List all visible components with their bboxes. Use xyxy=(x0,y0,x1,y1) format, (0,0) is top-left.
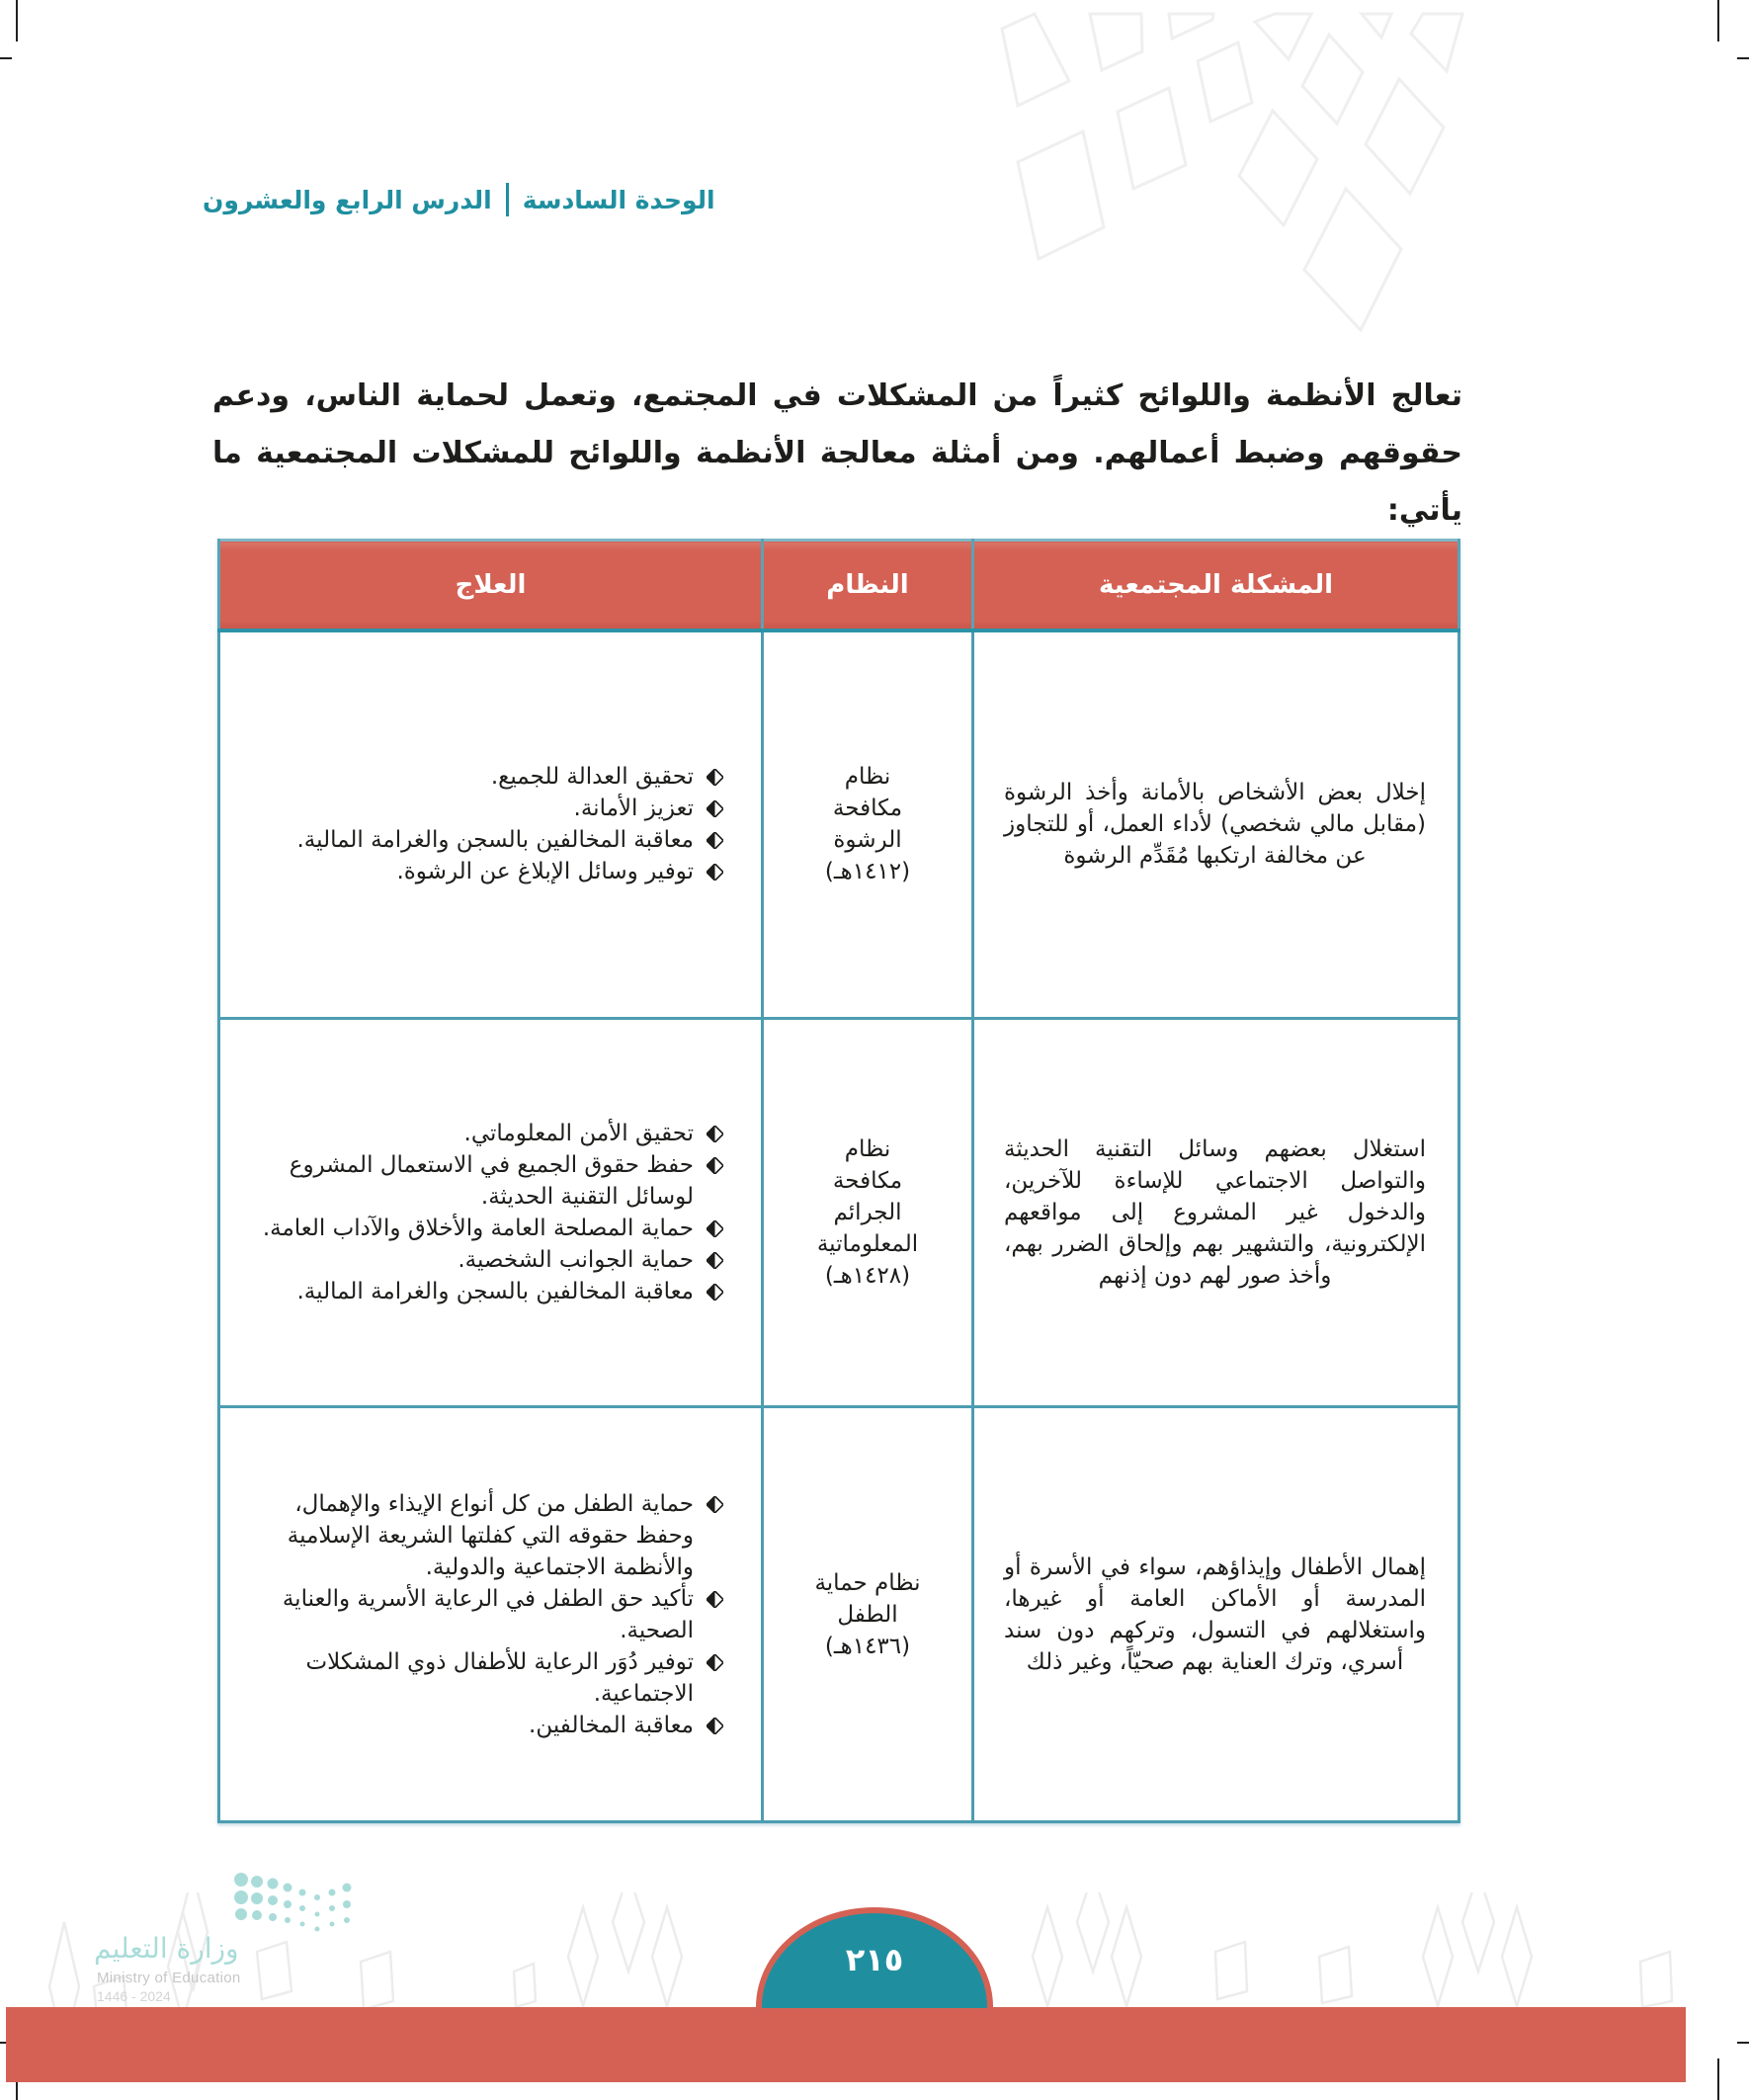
diamond-bullet-icon xyxy=(707,864,723,881)
remedy-item: حماية المصلحة العامة والأخلاق والآداب العامة. xyxy=(240,1213,723,1244)
remedy-list xyxy=(220,1488,761,1741)
table-row xyxy=(219,1019,1459,1407)
header-system: النظام xyxy=(763,541,973,630)
diamond-bullet-icon xyxy=(707,800,723,817)
crop-mark xyxy=(0,57,12,59)
remedy-item: معاقبة المخالفين بالسجن والغرامة المالية. xyxy=(240,824,723,856)
problem-text: إهمال الأطفال وإيذاؤهم، سواء في الأسرة أو المدرسة أو الأماكن العامة أو غيرها، واستغلالهم في التسول، وتركهم دون سند أسري، وترك العناية بهم صحيّاً، وغير ذلك xyxy=(1004,1554,1426,1675)
intro-paragraph: تعالج الأنظمة واللوائح كثيراً من المشكلات في المجتمع، وتعمل لحماية الناس، ودعم حقوقهم وضبط أعمالهم. ومن أمثلة معالجة الأنظمة واللوائح للمشكلات المجتمعية ما يأتي: xyxy=(212,378,1462,528)
ministry-name-arabic: وزارة التعليم xyxy=(94,1932,239,1965)
system-cell xyxy=(763,630,973,1019)
system-line: الطفل xyxy=(837,1601,898,1628)
crop-mark xyxy=(1717,2058,1719,2100)
remedy-cell xyxy=(219,1407,763,1822)
system-name xyxy=(764,1567,971,1662)
remedy-item: توفير دُوَر الرعاية للأطفال ذوي المشكلات الاجتماعية. xyxy=(240,1646,723,1710)
remedy-item: تأكيد حق الطفل في الرعاية الأسرية والعناية الصحية. xyxy=(240,1583,723,1646)
table-row xyxy=(219,1407,1459,1822)
remedy-item: معاقبة المخالفين. xyxy=(240,1710,723,1741)
ministry-name-english: Ministry of Education xyxy=(97,1970,241,1986)
system-line: نظام حماية xyxy=(814,1569,921,1596)
problem-cell xyxy=(973,630,1459,1019)
diamond-bullet-icon xyxy=(707,832,723,849)
page-number-badge xyxy=(756,1907,993,2008)
system-line: نظام xyxy=(844,764,891,791)
diamond-bullet-icon xyxy=(707,1654,723,1671)
system-cell xyxy=(763,1019,973,1407)
system-year: (١٤١٢هـ) xyxy=(824,859,911,885)
lesson-title: الدرس الرابع والعشرون xyxy=(203,185,492,214)
ministry-year: 2024 - 1446 xyxy=(97,1988,171,2004)
diamond-bullet-icon xyxy=(707,1157,723,1174)
page-number: ٢١٥ xyxy=(845,1941,904,1978)
problem-text: استغلال بعضهم وسائل التقنية الحديثة والتواصل الاجتماعي للإساءة للآخرين، والدخول غير المشروع إلى مواقعهم الإلكترونية، والتشهير بهم وإلحاق الضرر بهم، وأخذ صور لهم دون إذنهم xyxy=(1004,1136,1426,1289)
system-line: المعلوماتية xyxy=(816,1231,919,1257)
system-line: مكافحة xyxy=(832,1168,903,1194)
table-header-row xyxy=(219,541,1459,630)
remedy-item: تعزيز الأمانة. xyxy=(240,793,723,824)
diamond-bullet-icon xyxy=(707,1126,723,1142)
diamond-bullet-icon xyxy=(707,1591,723,1608)
remedy-item: توفير وسائل الإبلاغ عن الرشوة. xyxy=(240,856,723,887)
crop-mark xyxy=(1737,2042,1749,2044)
remedy-item: تحقيق الأمن المعلوماتي. xyxy=(240,1118,723,1149)
system-cell xyxy=(763,1407,973,1822)
header-divider xyxy=(506,183,509,216)
header-remedy: العلاج xyxy=(219,541,763,630)
footer-band xyxy=(6,2007,1686,2082)
decorative-pattern-top xyxy=(988,0,1749,336)
remedy-item: معاقبة المخالفين بالسجن والغرامة المالية. xyxy=(240,1276,723,1307)
diamond-bullet-icon xyxy=(707,1220,723,1237)
table-row xyxy=(219,630,1459,1019)
system-year: (١٤٢٨هـ) xyxy=(824,1263,911,1289)
remedy-list xyxy=(220,1118,761,1307)
crop-mark xyxy=(1737,57,1749,59)
system-line: نظام xyxy=(844,1136,891,1162)
remedy-cell xyxy=(219,1019,763,1407)
system-name xyxy=(764,761,971,887)
system-line: الرشوة xyxy=(833,827,902,854)
system-year: (١٤٣٦هـ) xyxy=(824,1633,911,1659)
diamond-bullet-icon xyxy=(707,1718,723,1734)
problems-table xyxy=(217,539,1460,1823)
diamond-bullet-icon xyxy=(707,769,723,786)
problem-cell xyxy=(973,1407,1459,1822)
remedy-item: حماية الطفل من كل أنواع الإيذاء والإهمال، وحفظ حقوقه التي كفلتها الشريعة الإسلامية والأنظمة الاجتماعية والدولية. xyxy=(240,1488,723,1583)
diamond-bullet-icon xyxy=(707,1496,723,1513)
system-line: مكافحة xyxy=(832,796,903,822)
crop-mark xyxy=(1717,0,1719,42)
crop-mark xyxy=(16,0,18,42)
problem-text: إخلال بعض الأشخاص بالأمانة وأخذ الرشوة (مقابل مالي شخصي) لأداء العمل، أو للتجاوز عن مخالفة ارتكبها مُقَدِّم الرشوة xyxy=(1004,780,1426,870)
system-line: الجرائم xyxy=(833,1200,902,1225)
diamond-bullet-icon xyxy=(707,1252,723,1269)
remedy-list xyxy=(220,761,761,887)
remedy-item: تحقيق العدالة للجميع. xyxy=(240,761,723,793)
diamond-bullet-icon xyxy=(707,1284,723,1301)
remedy-cell xyxy=(219,630,763,1019)
problem-cell xyxy=(973,1019,1459,1407)
remedy-item: حماية الجوانب الشخصية. xyxy=(240,1244,723,1276)
remedy-item: حفظ حقوق الجميع في الاستعمال المشروع لوسائل التقنية الحديثة. xyxy=(240,1149,723,1213)
page-header xyxy=(203,183,715,216)
header-problem: المشكلة المجتمعية xyxy=(973,541,1459,630)
system-name xyxy=(764,1134,971,1292)
unit-title: الوحدة السادسة xyxy=(522,185,715,214)
